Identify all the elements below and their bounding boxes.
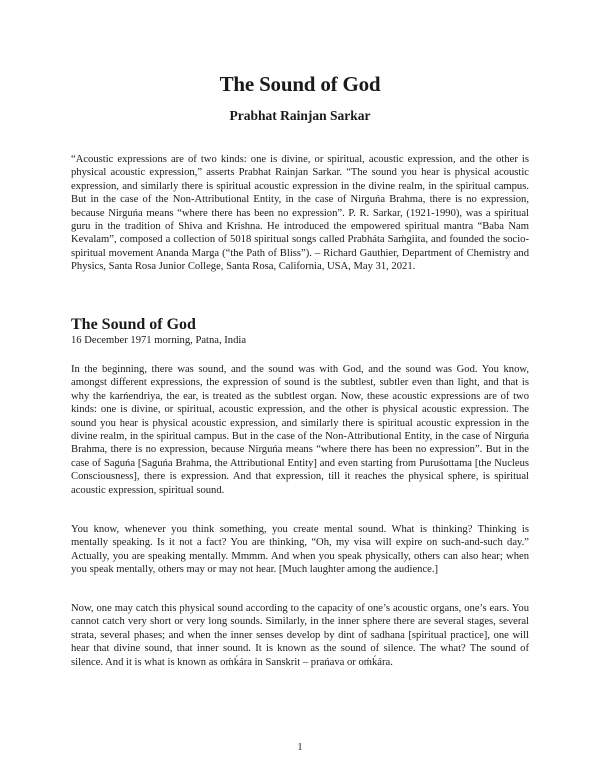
section-date: 16 December 1971 morning, Patna, India [71,335,247,346]
body-paragraph-1: In the beginning, there was sound, and the sound was with God, and the sound was God. You know, amongst different expressions, the expression of sound is the subtlest, subtler even than light, and that is why the karńendriya, the ear, is treated as the subtlest organ. Now, these acoustic expressions are of two kinds: one is divine, or spiritual, acoustic expression, and the other is physical acoustic expression. The sound you hear is physical acoustic expression, and similarly there is spiritual acoustic expression in the divine realm, in the spiritual campus. But in the case of the Non-Attributional Entity, in the case of Nirguńa Brahma, there is no expression, because Nirguńa means “where there has been no expression”. But in the case of Saguńa [Saguńa Brahma, the Attributional Entity] and even starting from Puruśottama [the Nucleus Consciousness], there is expression. And that expression, till it reaches the physical sphere, is spiritual acoustic expression, spiritual sound. [71,364,529,496]
body-paragraph-3: Now, one may catch this physical sound according to the capacity of one’s acoustic organs, one’s ears. You cannot catch very short or very long sounds. Similarly, in the inner sphere there are several stages, several strata, several phases; and when the inner senses develop by dint of sadhana [spiritual practice], one will hear that divine sound, that inner sound. It is known as the sound of silence. The what? The sound of silence. And it is what is known as oḿḱára in Sanskrit – prańava or oḿḱára. [71,603,529,668]
section-title: The Sound of God [71,316,196,333]
document-title: The Sound of God [219,72,381,96]
page-number: 1 [297,742,303,753]
body-paragraph-2: You know, whenever you think something, you create mental sound. What is thinking? Thinking is mentally speaking. Is it not a fact? You are thinking, “Oh, my visa will expire on such-and-such day.” Actually, you are speaking mentally. Mmmm. And when you speak physically, others can also hear; when you speak mentally, others may or may not hear. [Much laughter among the audience.] [71,524,529,576]
abstract-paragraph: “Acoustic expressions are of two kinds: one is divine, or spiritual, acoustic expression, and the other is physical acoustic expression,” asserts Prabhat Rainjan Sarkar. “The sound you hear is physical acoustic expression, and similarly there is spiritual acoustic expression in the divine realm, in the spiritual campus. But in the case of the Non-Attributional Entity, in the case of Nirguńa Brahma, there is no expression, because Nirguńa means “where there has been no expression”. P. R. Sarkar, (1921-1990), was a spiritual guru in the tradition of Shiva and Krishna. He introduced the empowered spiritual mantra “Baba Nam Kevalam”, composed a collection of 5018 spiritual songs called Prabháta Saḿgiita, and founded the socio-spiritual movement Ananda Marga (“the Path of Bliss”). – Richard Gauthier, Department of Chemistry and Physics, Santa Rosa Junior College, Santa Rosa, California, USA, May 31, 2021. [71,154,529,273]
document-author: Prabhat Rainjan Sarkar [229,108,371,123]
